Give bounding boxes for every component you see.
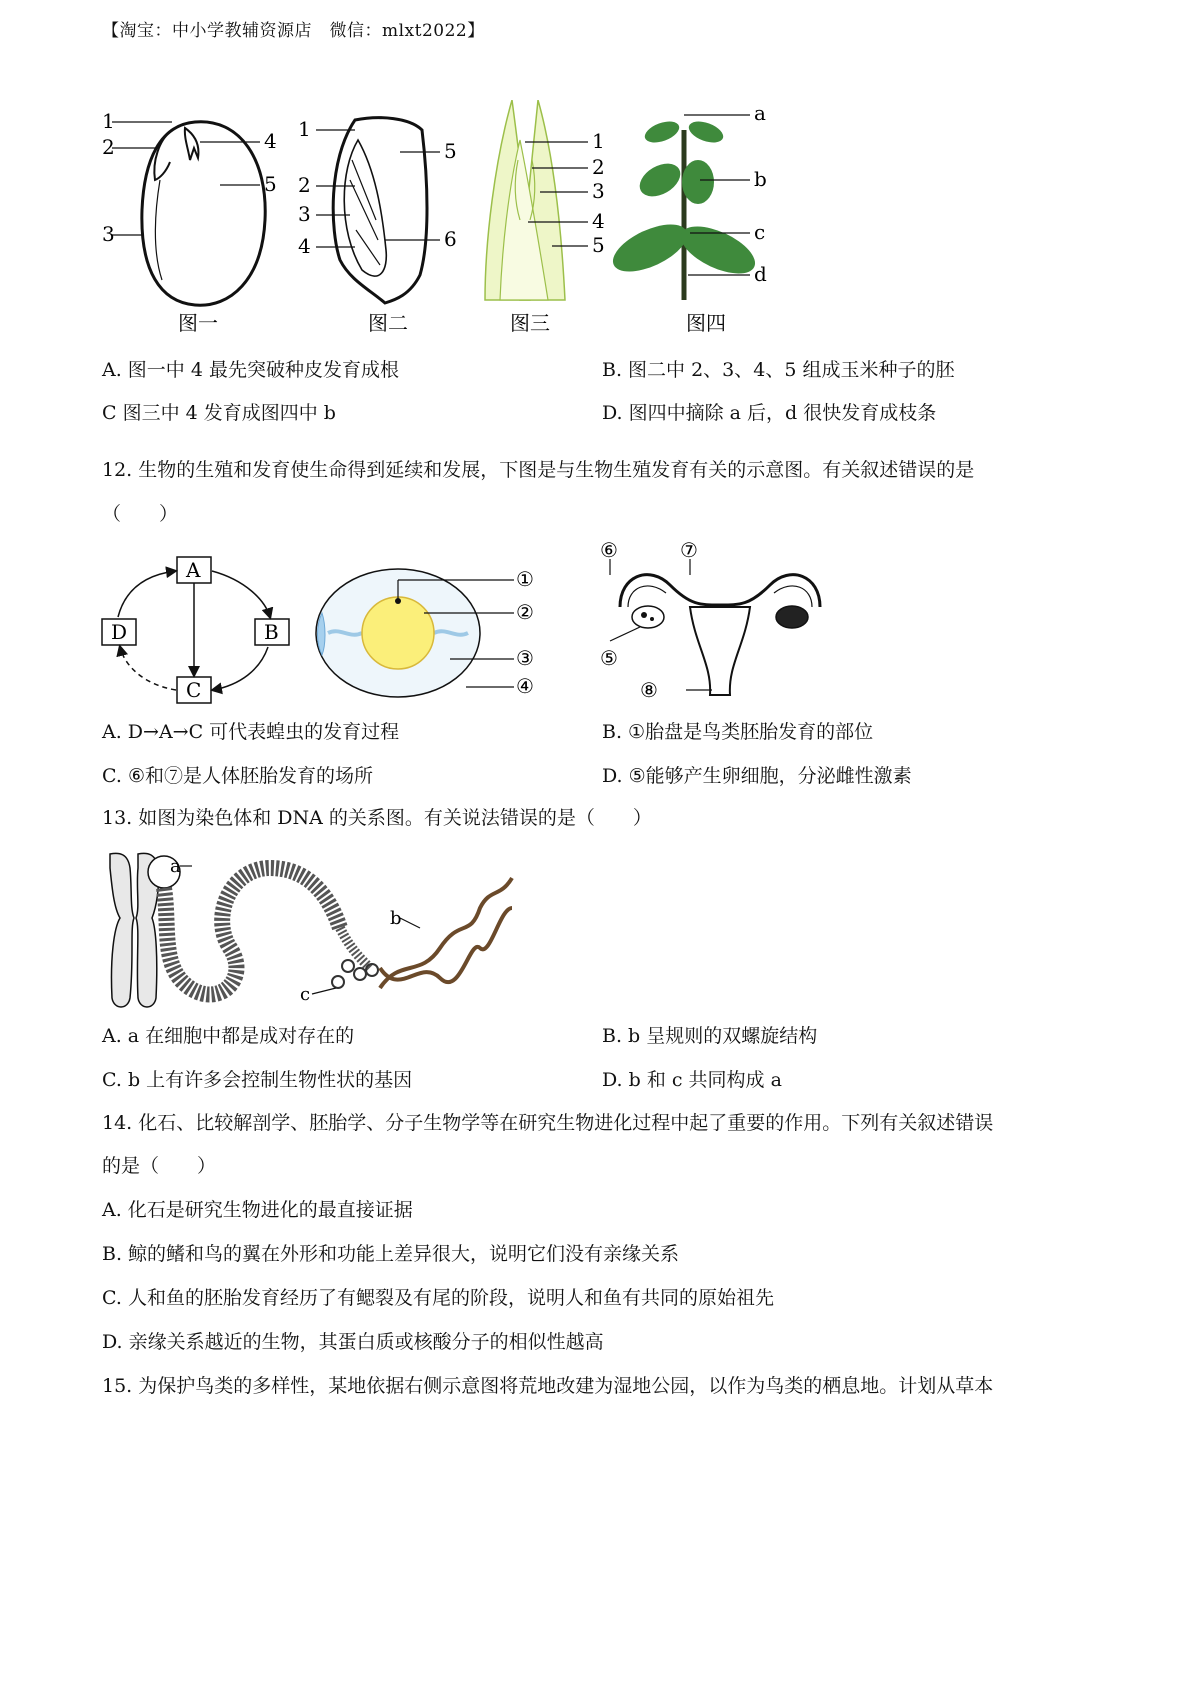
fig1-label-1: 1	[102, 109, 115, 133]
chromosome-label-a: a	[170, 856, 181, 877]
stage-label-a: A	[186, 558, 201, 582]
q12-stem-line1: 12. 生物的生殖和发育使生命得到延续和发展，下图是与生物生殖发育有关的示意图。有关叙述错误的是	[102, 459, 975, 481]
q12-figures	[100, 535, 880, 719]
q14-option-d[interactable]: D. 亲缘关系越近的生物，其蛋白质或核酸分子的相似性越高	[102, 1331, 604, 1353]
stage-label-c: C	[186, 678, 202, 702]
uterus-label-5: ⑤	[600, 646, 618, 670]
histone-label-c: c	[300, 984, 311, 1005]
fig1-label-5: 5	[264, 172, 277, 196]
fig1-label-3: 3	[102, 222, 115, 246]
fig4-label-a: a	[754, 101, 766, 125]
q12-option-b[interactable]: B. ①胎盘是鸟类胚胎发育的部位	[602, 721, 874, 743]
fig4-label-b: b	[754, 167, 767, 191]
uterus-label-7: ⑦	[680, 538, 698, 562]
q13-option-d[interactable]: D. b 和 c 共同构成 a	[602, 1069, 782, 1091]
q11-option-b[interactable]: B. 图二中 2、3、4、5 组成玉米种子的胚	[602, 359, 955, 381]
fig1-label-2: 2	[102, 135, 115, 159]
q13-option-a[interactable]: A. a 在细胞中都是成对存在的	[102, 1025, 355, 1047]
q11-figure-svg	[100, 100, 780, 370]
fig2-label-4: 4	[298, 234, 311, 258]
corn-seed-figure	[298, 117, 457, 335]
fig4-label-d: d	[754, 262, 767, 286]
page-header: 【淘宝：中小学教辅资源店 微信：mlxt2022】	[102, 21, 485, 41]
uterus-label-6: ⑥	[600, 538, 618, 562]
q14-stem-line1: 14. 化石、比较解剖学、胚胎学、分子生物学等在研究生物进化过程中起了重要的作用。下列有关叙述错误	[102, 1112, 994, 1134]
uterus-label-8: ⑧	[640, 678, 658, 702]
chromatin-coil-drawing	[164, 868, 378, 1005]
fig3-label-4: 4	[592, 209, 605, 233]
q11-figures	[100, 100, 780, 374]
fig1-label-4: 4	[264, 129, 277, 153]
fig3-caption: 图三	[510, 311, 550, 335]
fig4-label-c: c	[754, 220, 766, 244]
q11-option-d[interactable]: D. 图四中摘除 a 后，d 很快发育成枝条	[602, 402, 937, 424]
fig1-caption: 图一	[178, 311, 218, 335]
fig3-label-5: 5	[592, 233, 605, 257]
dna-helix-drawing	[380, 878, 512, 988]
fig3-label-3: 3	[592, 179, 605, 203]
fig2-caption: 图二	[368, 311, 408, 335]
q14-stem-line2: 的是（ ）	[102, 1155, 217, 1177]
egg-label-4: ④	[516, 674, 534, 698]
q13-stem: 13. 如图为染色体和 DNA 的关系图。有关说法错误的是（ ）	[102, 807, 652, 829]
bud-figure	[485, 100, 605, 335]
bean-seed-figure	[102, 109, 277, 335]
fig3-label-1: 1	[592, 129, 605, 153]
q13-figure	[100, 848, 520, 1020]
fig3-label-2: 2	[592, 155, 605, 179]
bird-egg-diagram	[316, 567, 534, 698]
egg-label-2: ②	[516, 600, 534, 624]
female-reproductive-diagram	[600, 538, 820, 702]
fig2-label-2: 2	[298, 173, 311, 197]
shoot-figure	[606, 101, 767, 335]
q13-option-b[interactable]: B. b 呈规则的双螺旋结构	[602, 1025, 818, 1047]
stage-label-d: D	[111, 620, 128, 644]
dna-label-b: b	[390, 908, 402, 929]
life-cycle-diagram	[102, 557, 289, 703]
stage-label-b: B	[264, 620, 279, 644]
fig4-caption: 图四	[686, 311, 726, 335]
fig2-label-1: 1	[298, 117, 311, 141]
q14-option-c[interactable]: C. 人和鱼的胚胎发育经历了有鳃裂及有尾的阶段，说明人和鱼有共同的原始祖先	[102, 1287, 774, 1309]
q13-figure-svg	[100, 848, 520, 1016]
q14-option-b[interactable]: B. 鲸的鳍和鸟的翼在外形和功能上差异很大，说明它们没有亲缘关系	[102, 1243, 680, 1265]
q15-stem-line1: 15. 为保护鸟类的多样性，某地依据右侧示意图将荒地改建为湿地公园，以作为鸟类的栖息地。计划从草本	[102, 1375, 994, 1397]
q12-option-a[interactable]: A. D→A→C 可代表蝗虫的发育过程	[102, 721, 400, 743]
q12-option-c[interactable]: C. ⑥和⑦是人体胚胎发育的场所	[102, 765, 373, 787]
q11-option-c[interactable]: C 图三中 4 发育成图四中 b	[102, 402, 336, 424]
q12-option-d[interactable]: D. ⑤能够产生卵细胞，分泌雌性激素	[602, 765, 912, 787]
egg-label-3: ③	[516, 646, 534, 670]
fig2-label-5: 5	[444, 139, 457, 163]
q11-option-a[interactable]: A. 图一中 4 最先突破种皮发育成根	[102, 359, 399, 381]
q14-option-a[interactable]: A. 化石是研究生物进化的最直接证据	[102, 1199, 413, 1221]
fig2-label-6: 6	[444, 227, 457, 251]
egg-label-1: ①	[516, 567, 534, 591]
q12-figure-svg	[100, 535, 880, 715]
q13-option-c[interactable]: C. b 上有许多会控制生物性状的基因	[102, 1069, 413, 1091]
fig2-label-3: 3	[298, 202, 311, 226]
q12-stem-line2: （ ）	[102, 503, 179, 525]
